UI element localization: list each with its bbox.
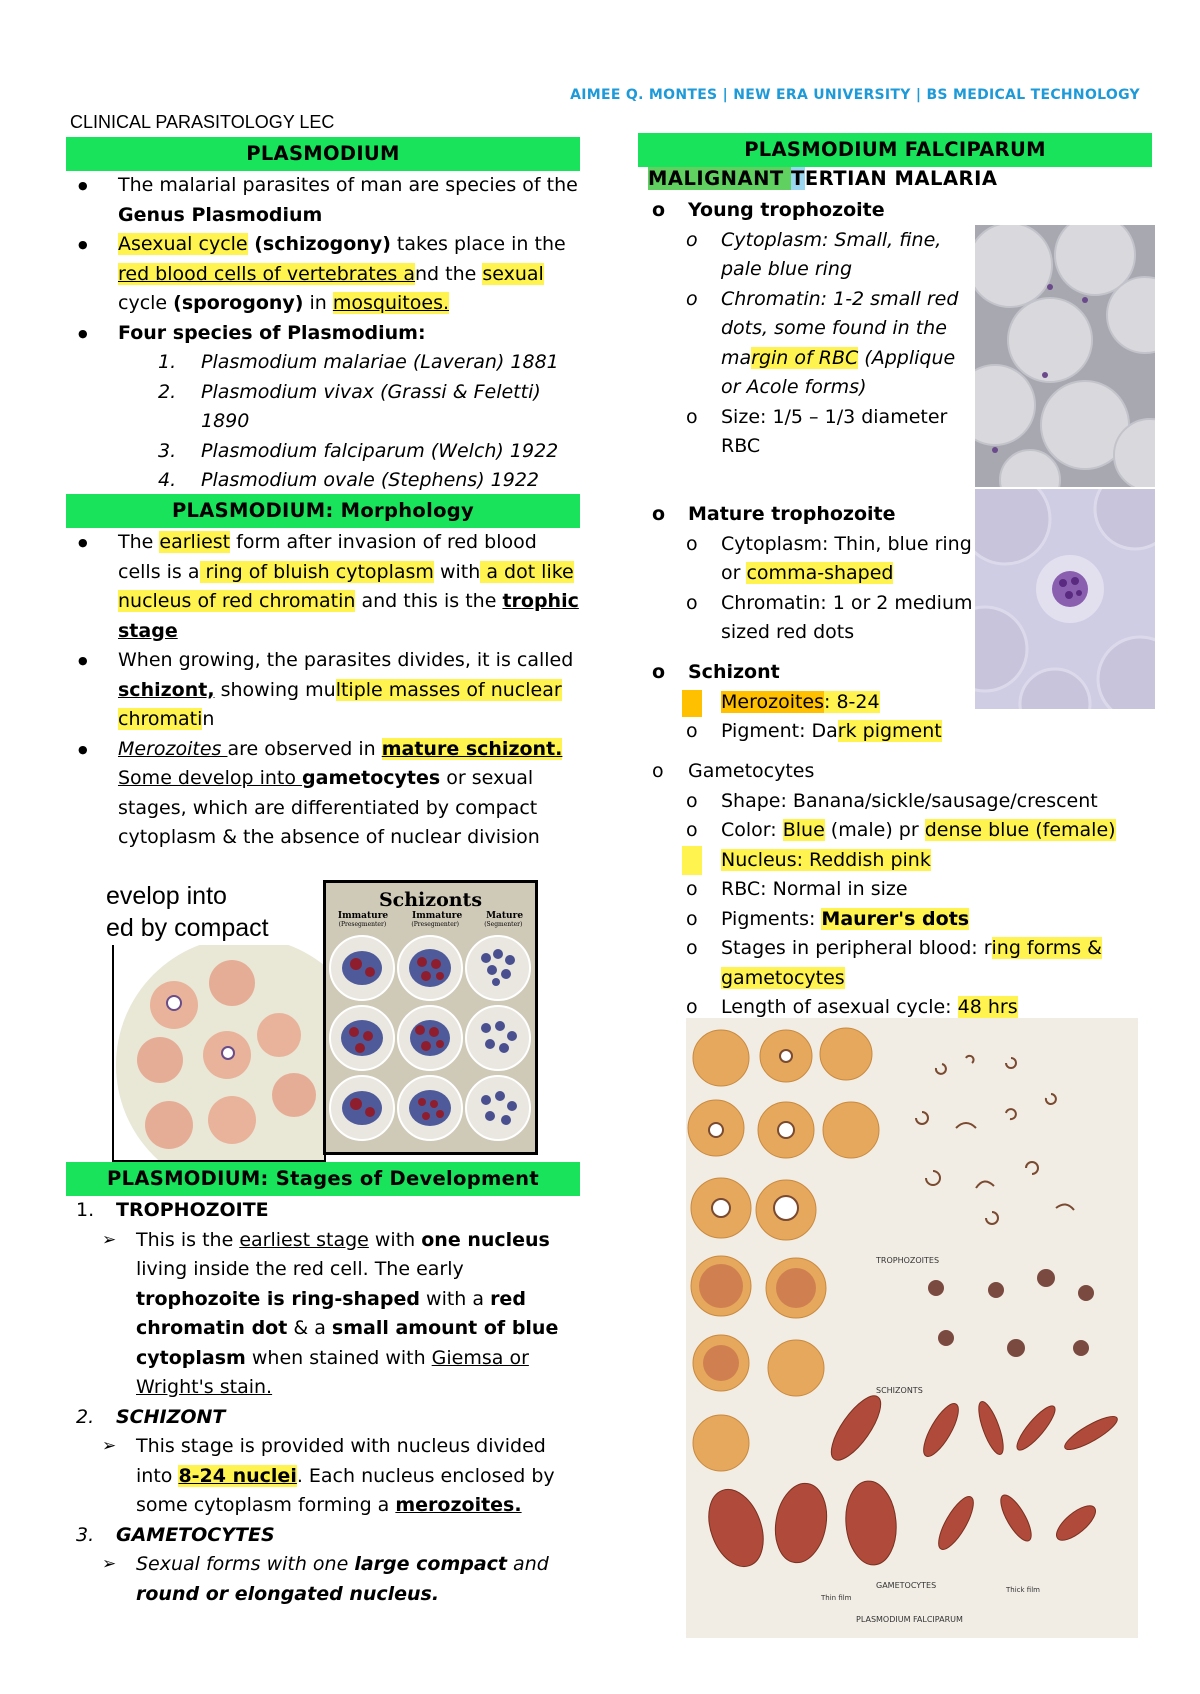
- clip-line-2: ed by compact: [106, 914, 269, 942]
- schizonts-title: Schizonts: [378, 889, 483, 911]
- plate-label-gametocytes: GAMETOCYTES: [876, 1581, 937, 1590]
- author-header: AIMEE Q. MONTES | NEW ERA UNIVERSITY | BS MEDICAL TECHNOLOGY: [570, 87, 1140, 103]
- clip-line-1: evelop into: [106, 882, 227, 910]
- bullet-item: ● Merozoites are observed in mature schizont. Some develop into gametocytes or sexual stages, which are differentiated by compact cytoplasm & the absence of nuclear division: [66, 735, 580, 853]
- falciparum-plate-image: [686, 1018, 1138, 1638]
- col-subheader: (Segmenter): [484, 921, 523, 928]
- ring-stage-image: [112, 945, 326, 1162]
- section-bar-stages: PLASMODIUM: Stages of Development: [66, 1162, 580, 1196]
- course-title: CLINICAL PARASITOLOGY LEC: [70, 112, 335, 132]
- mature-trophozoite-micrograph: [975, 489, 1155, 709]
- schizont-notes: [638, 658, 978, 747]
- stage-heading-gametocytes: 3. GAMETOCYTES: [76, 1523, 275, 1546]
- note-item: o Pigments: Maurer's dots: [638, 905, 1158, 935]
- schizonts-chart-image: [323, 880, 538, 1155]
- clipped-slide-text: [100, 880, 320, 950]
- rbc-micrograph: [975, 489, 1155, 709]
- stage-heading-trophozoite: 1. TROPHOZOITE: [76, 1199, 269, 1221]
- bullet-item: ● Four species of Plasmodium:: [66, 319, 580, 349]
- col-header: Immature: [412, 911, 463, 921]
- note-item: o Shape: Banana/sickle/sausage/crescent: [638, 787, 1158, 817]
- bullet-item: ● Asexual cycle (schizogony) takes place in the red blood cells of vertebrates and the sexual cycle (sporogony) in mosquitoes.: [66, 230, 580, 319]
- note-item: o RBC: Normal in size: [638, 875, 1158, 905]
- schizont-cells-illustration: [326, 928, 535, 1148]
- stage-description: ➢ This is the earliest stage with one nucleus living inside the red cell. The early trophozoite is ring-shaped with a red chromatin dot & a small amount of blue cytoplasm when stained with Giemsa or Wright's stain.: [66, 1226, 580, 1403]
- species-item: 2. Plasmodium vivax (Grassi & Feletti) 1890: [158, 380, 541, 432]
- note-item: o Size: 1/5 – 1/3 diameter RBC: [638, 403, 978, 462]
- note-item: o Length of asexual cycle: 48 hrs: [638, 993, 1158, 1023]
- section-bar-falciparum: PLASMODIUM FALCIPARUM: [638, 133, 1152, 167]
- stage-heading-schizont: 2. SCHIZONT: [76, 1405, 226, 1428]
- stages-section: [66, 1196, 580, 1609]
- note-item: o Pigment: Dark pigment: [638, 717, 978, 747]
- gametocyte-notes: [638, 757, 1158, 1023]
- trophozoite-notes: [638, 196, 978, 462]
- falciparum-stages-plate: [686, 1018, 1138, 1638]
- mature-trophozoite-heading: o Mature trophozoite: [638, 500, 978, 530]
- schizont-heading: o Schizont: [638, 658, 978, 688]
- plate-title: PLASMODIUM FALCIPARUM: [856, 1615, 963, 1624]
- note-item: o Merozoites: 8-24: [638, 688, 978, 718]
- schizont-column-headers: [326, 911, 535, 921]
- mature-trophozoite-notes: [638, 500, 978, 648]
- bullet-item: ● The malarial parasites of man are species of the Genus Plasmodium: [66, 171, 580, 230]
- gametocytes-heading: o Gametocytes: [638, 757, 1158, 787]
- young-trophozoite-heading: o Young trophozoite: [638, 196, 978, 226]
- schizont-column-subheaders: [326, 921, 535, 928]
- note-item: o Stages in peripheral blood: ring forms & gametocytes: [638, 934, 1158, 993]
- col-header: Mature: [486, 911, 524, 921]
- note-item: o Chromatin: 1 or 2 medium sized red dots: [638, 589, 978, 648]
- section-bar-morphology: PLASMODIUM: Morphology: [66, 494, 580, 528]
- stage-description: ➢ This stage is provided with nucleus divided into 8-24 nuclei. Each nucleus enclosed by some cytoplasm forming a merozoites.: [66, 1432, 580, 1521]
- note-item: o Color: Blue (male) pr dense blue (female): [638, 816, 1158, 846]
- note-item: o Cytoplasm: Thin, blue ring or comma-shaped: [638, 530, 978, 589]
- note-item: o Chromatin: 1-2 small red dots, some found in the margin of RBC (Applique or Acole forms): [638, 285, 978, 403]
- col-header: Immature: [337, 911, 389, 921]
- species-item: 3. Plasmodium falciparum (Welch) 1922: [158, 439, 559, 462]
- col-subheader: (Presegmenter): [411, 921, 459, 928]
- plasmodium-section: [66, 171, 580, 496]
- col-subheader: (Presegmenter): [338, 921, 387, 928]
- species-item: 4. Plasmodium ovale (Stephens) 1922: [158, 469, 540, 491]
- morphology-section: [66, 528, 580, 853]
- young-trophozoite-micrograph: [975, 225, 1155, 487]
- stage-description: ➢ Sexual forms with one large compact and round or elongated nucleus.: [66, 1550, 580, 1609]
- bullet-item: ● When growing, the parasites divides, it is called schizont, showing multiple masses of nuclear chromatin: [66, 646, 580, 735]
- plate-label-thin-film: Thin film: [821, 1594, 852, 1602]
- blood-smear-illustration: [114, 945, 324, 1160]
- malignant-tertian-subtitle: MALIGNANT TERTIAN MALARIA: [648, 167, 998, 190]
- section-bar-plasmodium: PLASMODIUM: [66, 137, 580, 171]
- plate-label-schizonts: SCHIZONTS: [876, 1386, 923, 1395]
- plate-label-thick-film: Thick film: [1006, 1586, 1040, 1594]
- bullet-item: ● The earliest form after invasion of red blood cells is a ring of bluish cytoplasm with a dot like nucleus of red chromatin and this is the trophic stage: [66, 528, 580, 646]
- species-list: [66, 348, 580, 496]
- plate-label-trophozoites: TROPHOZOITES: [876, 1256, 940, 1265]
- note-item: o Cytoplasm: Small, fine, pale blue ring: [638, 226, 978, 285]
- note-item: o Nucleus: Reddish pink: [638, 846, 1158, 876]
- species-item: 1. Plasmodium malariae (Laveran) 1881: [158, 351, 559, 373]
- rbc-micrograph: [975, 225, 1155, 487]
